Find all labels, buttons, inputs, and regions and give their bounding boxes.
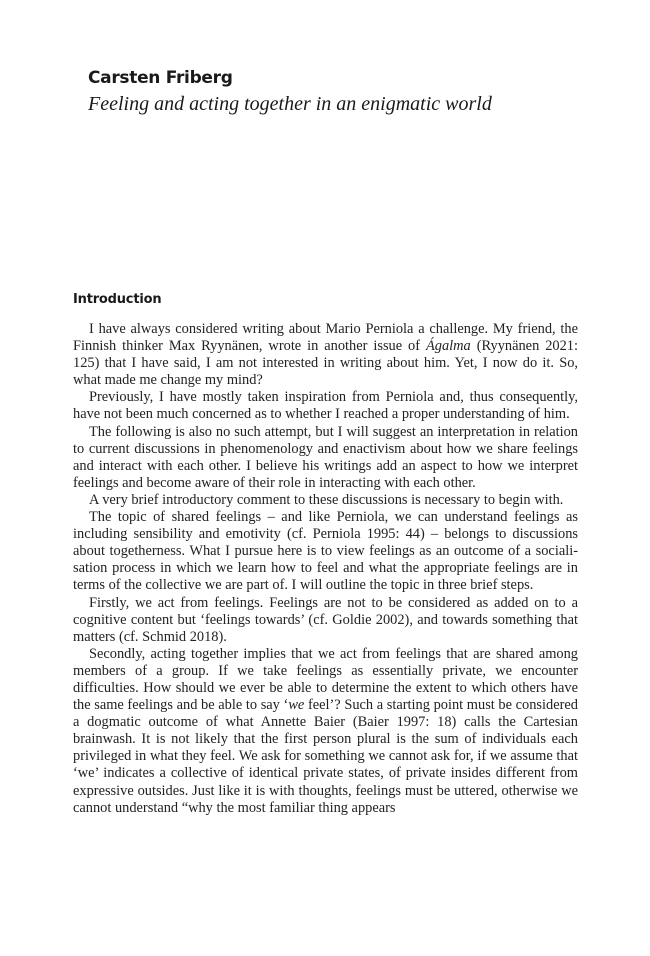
- emphasis: we: [288, 697, 305, 714]
- paragraph: Firstly, we act from feelings. Feelings are not to be considered as added on to a cognitive content but ‘feelings towards’ (cf. Goldie 2002), and towards something that matters (cf. Schmid 2018).: [73, 594, 578, 645]
- paragraph: I have always considered writing about Mario Perniola a challenge. My friend, the Finnish thinker Max Ryynänen, wrote in another issue of Ágalma (Ryynänen 2021: 125) that I have said, I am not interested in writing about him. Yet, I now do it. So, what made me change my mind?: [73, 321, 578, 389]
- paragraph: The topic of shared feelings – and like Perniola, we can understand feelings as including sensibility and emotivity (cf. Perniola 1995: 44) – belongs to discussions about togetherness. What I pursue here is to view feelings as an outcome of a socialisation process in which we learn how to feel and what the appropriate feelings are in terms of the collective we are part of. I will outline the topic in three brief steps.: [73, 509, 578, 594]
- paragraph: The following is also no such attempt, but I will suggest an interpretation in relation to current discussions in phenomenology and enactivism about how we share feelings and interact with each other. I believe his writings add an aspect to how we interpret feelings and become aware of their role in interacting with each other.: [73, 423, 578, 491]
- section-heading: Introduction: [73, 292, 162, 307]
- emphasis: Ágalma: [425, 338, 471, 355]
- paragraph: Secondly, acting together implies that we act from feelings that are shared among members of a group. If we take feelings as essentially private, we encounter difficulties. How should we ever be able to determine the extent to which others have the same feelings and be able to say ‘we feel’? Such a starting point must be considered a dogmatic outcome of what Annette Baier (Baier 1997: 18) calls the Cartesian brainwash. It is not likely that the first person plural is the sum of individuals each privileged in what they feel. We ask for something we cannot ask for, if we assume that ‘we’ indicates a collective of identical private states, of private insides different from expressive outsides. Just like it is with thoughts, feelings must be uttered, otherwise we cannot understand “why the most familiar thing appears: [73, 645, 578, 816]
- author-name: Carsten Friberg: [88, 68, 233, 88]
- paragraph: A very brief introductory comment to these discussions is necessary to begin with.: [89, 491, 564, 508]
- paragraph: Previously, I have mostly taken inspiration from Perniola and, thus consequently, have not been much concerned as to whether I reached a proper understanding of him.: [73, 389, 578, 423]
- body-text: [73, 321, 578, 817]
- article-title: Feeling and acting together in an enigmatic world: [88, 93, 492, 115]
